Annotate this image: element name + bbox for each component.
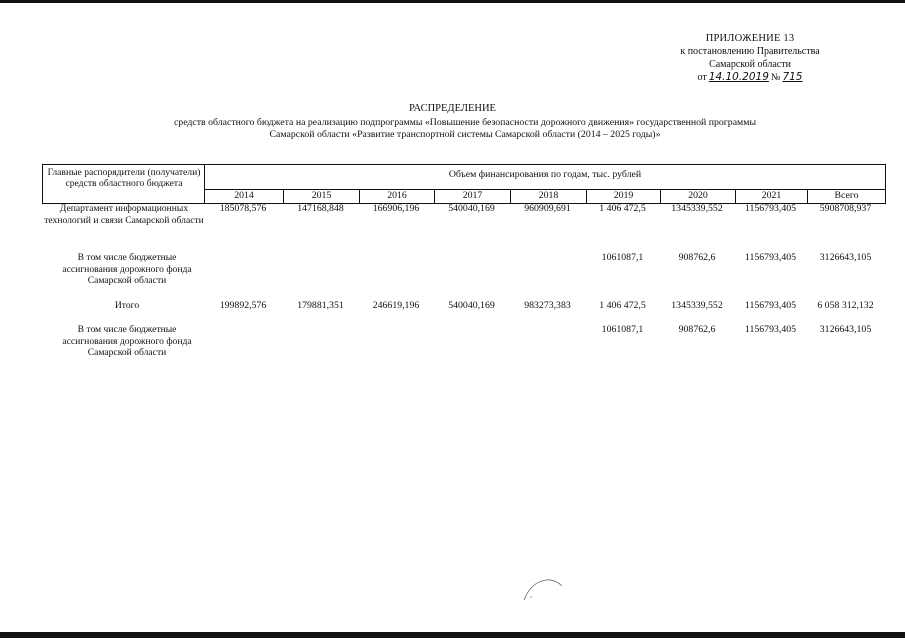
scan-pen-mark — [520, 574, 564, 602]
row-label-road-fund: В том числе бюджетные ассигнования дорожного фонда Самарской области — [62, 252, 192, 286]
cell-value: 540040,169 — [448, 203, 495, 214]
appendix-line-2: к постановлению Правительства — [680, 46, 820, 57]
year-2020: 2020 — [688, 190, 708, 201]
cell-value: 5908708,937 — [819, 203, 872, 214]
appendix-line-3: Самарской области — [709, 59, 791, 70]
year-2014: 2014 — [234, 190, 254, 201]
year-2021: 2021 — [761, 190, 782, 201]
cell-value: 983273,383 — [524, 300, 571, 311]
appendix-from-prefix: от — [697, 72, 707, 83]
cell-value: 246619,196 — [372, 300, 420, 311]
header-funding-volume: Объем финансирования по годам, тыс. рублей — [448, 169, 642, 180]
scan-bottom-edge — [0, 632, 905, 638]
cell-value: 1061087,1 — [601, 252, 644, 263]
cell-value: 1156793,405 — [744, 300, 797, 311]
cell-value: 166906,196 — [372, 203, 420, 214]
cell-value: 1156793,405 — [744, 252, 797, 263]
year-2019: 2019 — [613, 190, 634, 201]
cell-value: 6 058 312,132 — [817, 300, 874, 311]
cell-value: 960909,691 — [524, 203, 571, 214]
handwritten-number: 715 — [782, 71, 803, 83]
appendix-date-line — [698, 71, 803, 84]
year-2015: 2015 — [311, 190, 332, 201]
appendix-title: ПРИЛОЖЕНИЕ 13 — [705, 33, 795, 44]
cell-value: 185078,576 — [219, 203, 267, 214]
funding-table-header — [42, 164, 886, 204]
appendix-number-prefix: № — [770, 72, 781, 83]
cell-value: 3126643,105 — [819, 324, 872, 335]
year-2016: 2016 — [387, 190, 407, 201]
cell-value: 1156793,405 — [744, 203, 797, 214]
row-label-department: Департамент информационных технологий и связи Самарской области — [44, 203, 204, 226]
cell-value: 1156793,405 — [744, 324, 797, 335]
cell-value: 199892,576 — [219, 300, 267, 311]
cell-value: 1345339,552 — [671, 203, 723, 214]
cell-value: 1345339,552 — [671, 300, 723, 311]
cell-value: 3126643,105 — [819, 252, 872, 263]
document-subtitle-line-2: Самарской области «Развитие транспортной системы Самарской области (2014 – 2025 годы)» — [269, 129, 661, 140]
row-label-road-fund-total: В том числе бюджетные ассигнования дорожного фонда Самарской области — [62, 324, 192, 358]
cell-value: 179881,351 — [297, 300, 344, 311]
year-2017: 2017 — [462, 190, 483, 201]
scan-top-edge — [0, 0, 905, 3]
document-title: РАСПРЕДЕЛЕНИЕ — [409, 103, 496, 114]
cell-value: 908762,6 — [678, 324, 716, 335]
document-subtitle — [120, 117, 810, 141]
header-recipients: Главные распорядители (получатели) средств областного бюджета — [47, 167, 201, 189]
row-label-total: Итого — [114, 300, 140, 311]
year-total: Всего — [834, 190, 859, 201]
cell-value: 1 406 472,5 — [599, 300, 646, 311]
cell-value: 540040,169 — [448, 300, 495, 311]
cell-value: 147168,848 — [297, 203, 344, 214]
cell-value: 908762,6 — [678, 252, 716, 263]
document-subtitle-line-1: средств областного бюджета на реализацию подпрограммы «Повышение безопасности дорожного движения» государственной программы — [173, 117, 757, 128]
year-2018: 2018 — [538, 190, 559, 201]
handwritten-date: 14.10.2019 — [708, 71, 769, 83]
cell-value: 1 406 472,5 — [599, 203, 646, 214]
cell-value: 1061087,1 — [601, 324, 644, 335]
appendix-block — [640, 32, 860, 84]
